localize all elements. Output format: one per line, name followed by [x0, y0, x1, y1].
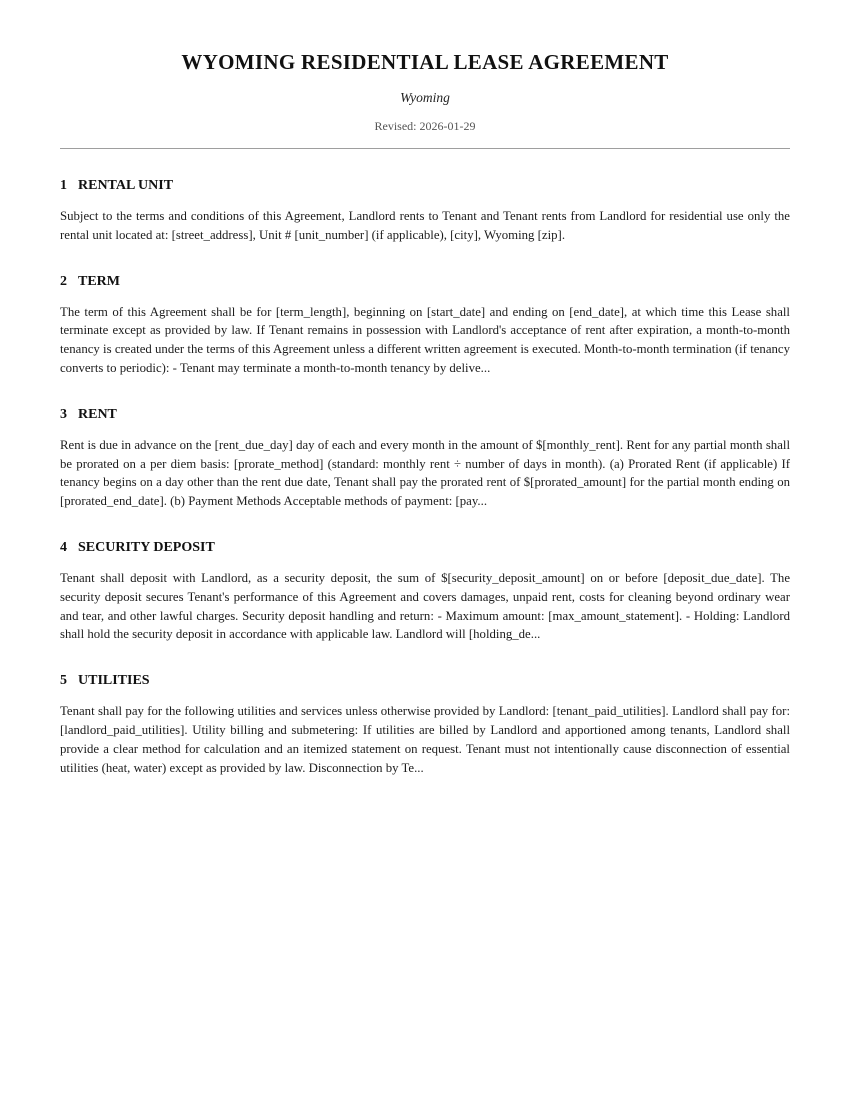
section-body: Tenant shall pay for the following utilities and services unless otherwise provided by Landlord: [tenant_paid_utilities]. Landlord shall pay for: [landlord_paid_utilities]. Utility billing and submetering: If utilities are billed by Landlord and apportioned among tenants, Landlord shall provide a clear method for calculation and an itemized statement on request. Tenant must not intentionally cause disconnection of essential utilities (heat, water) except as provided by law. Disconnection by Te... — [60, 704, 790, 775]
document-section — [60, 177, 790, 245]
page-title: WYOMING RESIDENTIAL LEASE AGREEMENT — [181, 50, 669, 74]
header-divider — [60, 148, 790, 149]
section-title: RENTAL UNIT — [78, 178, 174, 193]
document-section — [60, 672, 790, 777]
section-heading — [60, 539, 790, 556]
section-number: 4 — [60, 539, 67, 555]
revised-date: Revised: 2026-01-29 — [374, 119, 476, 133]
section-heading — [60, 177, 790, 194]
section-title: TERM — [78, 273, 120, 289]
section-title: RENT — [78, 406, 117, 422]
section-number: 1 — [60, 178, 67, 193]
section-title: SECURITY DEPOSIT — [78, 539, 215, 555]
section-number: 2 — [60, 273, 67, 289]
sections-container — [60, 177, 790, 777]
document-section — [60, 273, 790, 378]
section-heading — [60, 672, 790, 689]
section-body: Rent is due in advance on the [rent_due_day] day of each and every month in the amount of $[monthly_rent]. Rent for any partial month shall be prorated on a per diem basis: [prorate_method] (standard: monthly rent ÷ number of days in month). (a) Prorated Rent (if applicable) If tenancy begins on a day other than the rent due date, Tenant shall pay the prorated rent of $[prorated_amount] for the partial month ending on [prorated_end_date]. (b) Payment Methods Acceptable methods of payment: [pay... — [60, 437, 790, 509]
document-section — [60, 539, 790, 644]
section-title: UTILITIES — [78, 673, 150, 689]
section-body: Tenant shall deposit with Landlord, as a security deposit, the sum of $[security_deposit_amount] on or before [deposit_due_date]. The security deposit secures Tenant's performance of this Agreement and covers damages, unpaid rent, costs for cleaning beyond ordinary wear and tear, and other lawful charges. Security deposit handling and return: - Maximum amount: [max_amount_statement]. - Holding: Landlord shall hold the security deposit in accordance with applicable law. Landlord will [holding_de... — [60, 570, 790, 642]
section-number: 3 — [60, 406, 67, 422]
document-state-subtitle: Wyoming — [400, 90, 450, 105]
section-heading — [60, 406, 790, 423]
section-heading — [60, 273, 790, 290]
document-section — [60, 406, 790, 511]
section-number: 5 — [60, 673, 67, 689]
section-body: The term of this Agreement shall be for [term_length], beginning on [start_date] and ending on [end_date], at which time this Lease shall terminate except as provided by law. If Tenant remains in possession with Landlord's acceptance of rent after expiration, a month-to-month tenancy is created under the terms of this Agreement unless a different written agreement is executed. Month-to-month termination (if tenancy converts to periodic): - Tenant may terminate a month-to-month tenancy by delive... — [60, 304, 790, 375]
section-body: Subject to the terms and conditions of this Agreement, Landlord rents to Tenant and Tenant rents from Landlord for residential use only the rental unit located at: [street_address], Unit # [unit_number] (if applicable), [city], Wyoming [zip]. — [60, 209, 790, 242]
